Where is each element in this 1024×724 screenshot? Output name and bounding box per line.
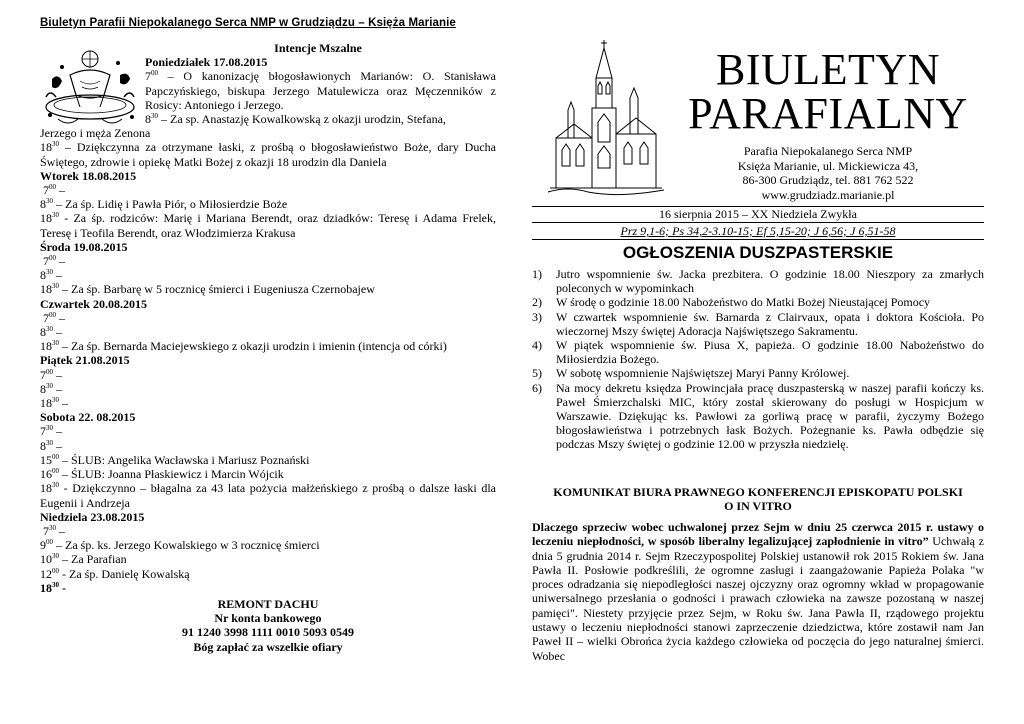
intention-entry: [40, 538, 496, 552]
intention-text: –: [53, 367, 62, 382]
intention-text: – ŚLUB: Angelika Wacławska i Mariusz Poznański: [59, 452, 310, 467]
intention-time-minutes: 30: [46, 381, 53, 390]
intention-text-continued: Jerzego i męża Zenona: [40, 126, 151, 141]
intention-entry: [40, 481, 496, 509]
intention-time-minutes: 30: [52, 211, 59, 220]
intention-time-minutes: 30: [49, 523, 56, 532]
intention-entry: [40, 282, 496, 296]
intention-text: –: [56, 523, 65, 538]
intention-time-minutes: 00: [52, 467, 59, 476]
intention-text: - Za śp. Danielę Kowalską: [59, 566, 190, 581]
intention-time-minutes: 00: [52, 452, 59, 461]
intention-time-minutes: 30: [52, 396, 59, 405]
communique-article: [532, 520, 984, 663]
saturday-section: [40, 410, 496, 509]
intention-text: – Za Parafian: [59, 552, 127, 567]
intention-time-minutes: 30: [46, 268, 53, 277]
intention-text: – O kanonizację błogosławionych Marianów: O. Stanisława Papczyńskiego, biskupa Jerzego Matulewicza oraz Męczenników z Rosicy: Antoniego i Jerzego.: [145, 69, 496, 112]
communion-clipart-image: [40, 45, 140, 131]
roof-repair-notice: [40, 597, 496, 654]
intention-entry: [40, 382, 496, 396]
intention-entry: [40, 439, 496, 453]
intention-time: 8: [40, 325, 46, 340]
announcement-number: 3): [532, 309, 542, 324]
intention-text: –: [56, 310, 65, 325]
intention-entry: [40, 183, 496, 197]
intention-text: –: [59, 396, 68, 411]
announcement-item: [532, 267, 984, 295]
intention-entry: [40, 140, 496, 168]
day-heading: Piątek 21.08.2015: [40, 353, 130, 368]
article-body: Uchwałą z dnia 5 grudnia 2014 r. Sejm Rzeczypospolitej Polskiej ustanowił rok 2015 Rokiem św. Jana Pawła II. Posłowie podkreślili, że ogromne zasługi i zaangażowanie Papieża Polaka "w proces odradzania się niepodległości naszej ojczyzny oraz ogromny wkład w propagowanie uniwersalnego przesłania o godności i prawach człowieka na zawsze pozostaną w naszej pamięci". Niestety przyjęcie przez Sejm, w Roku św. Jana Pawła II, rządowego projektu ustawy o leczeniu niepłodności stanowi zaprzeczenie dziedzictwa, które zostawił nam Jan Paweł II – wielki Obrońca życia każdego człowieka od poczęcia do jego naturalnej śmierci. Wobec: [532, 534, 984, 663]
bulletin-title-line2: PARAFIALNY: [688, 89, 968, 138]
intention-time-minutes: 30: [46, 424, 53, 433]
sunday-date: 16 sierpnia 2015 – XX Niedziela Zwykła: [532, 206, 984, 223]
intention-time: 18: [40, 396, 52, 411]
intention-time: 7: [40, 367, 46, 382]
intention-time: 18: [40, 282, 52, 297]
intention-text: – Dziękczynna za otrzymane łaski, z prośbą o błogosławieństwo Boże, dary Ducha Świętego, zdrowie i opiekę Matki Bożej z okazji 18 urodzin dla Daniela: [40, 140, 496, 169]
communique-heading: [532, 485, 984, 513]
intention-text: - Za śp. rodziców: Marię i Mariana Berendt, oraz dziadków: Teresę i Adama Frelek, Teresę i Teofila Berendt, oraz Włodzimierza Krakusa: [40, 211, 496, 240]
intention-text: - Dziękczynno – błagalna za 43 lata pożycia małżeńskiego z prośbą o dalsze łaski dla Eugenii i Andrzeja: [40, 481, 496, 510]
announcement-number: 2): [532, 295, 542, 310]
intention-time-minutes: 00: [49, 183, 56, 192]
wednesday-section: [40, 240, 496, 297]
intention-entry: [40, 325, 496, 339]
intention-time-minutes: 30: [52, 552, 59, 561]
intention-time-minutes: 30: [46, 197, 53, 206]
intention-time-minutes: 00: [46, 367, 53, 376]
intention-time: 7: [43, 310, 49, 325]
mass-intentions-column: [40, 41, 496, 654]
bulletin-title-block: [672, 45, 984, 202]
announcement-number: 6): [532, 380, 542, 395]
intention-time-minutes: 30: [52, 282, 59, 291]
intention-entry: [145, 69, 496, 112]
intention-time-minutes: 00: [49, 310, 56, 319]
announcement-text: W sobotę wspomnienie Najświętszej Maryi Panny Królowej.: [556, 366, 850, 381]
intention-time: 7: [145, 69, 151, 84]
announcement-item: [532, 381, 984, 452]
thanks-text: Bóg zapłać za wszelkie ofiary: [193, 639, 343, 654]
intention-text: –: [56, 254, 65, 269]
intention-time-minutes: 30: [151, 112, 158, 121]
parish-website: www.grudziadz.marianie.pl: [761, 187, 895, 202]
intention-time-minutes: 30: [52, 339, 59, 348]
intention-entry: [40, 311, 496, 325]
sunday-section: [40, 510, 496, 595]
intention-time: 8: [40, 268, 46, 283]
communique-subtitle: O IN VITRO: [724, 499, 792, 513]
intention-time-minutes: 00: [46, 538, 53, 547]
day-heading: Niedziela 23.08.2015: [40, 509, 145, 524]
intention-time: 10: [40, 552, 52, 567]
intention-text: –: [53, 268, 62, 283]
tuesday-section: [40, 169, 496, 240]
intention-text: – ŚLUB: Joanna Płaskiewicz i Marcin Wójcik: [59, 467, 284, 482]
parish-city-phone: 86-300 Grudziądz, tel. 881 762 522: [742, 173, 914, 187]
announcement-item: [532, 366, 984, 380]
liturgical-readings: Prz 9,1-6; Ps 34,2-3.10-15; Ef 5,15-20; J 6,56; J 6,51-58: [532, 224, 984, 240]
intention-time: 18: [40, 211, 52, 226]
intention-time-minutes: 30: [52, 580, 59, 589]
day-heading: Wtorek 18.08.2015: [40, 168, 137, 183]
day-heading: Sobota 22. 08.2015: [40, 410, 136, 425]
intention-text: –: [53, 424, 62, 439]
announcement-number: 4): [532, 338, 542, 353]
intention-time: 8: [40, 381, 46, 396]
intention-time: 7: [43, 183, 49, 198]
parish-name: Parafia Niepokalanego Serca NMP: [743, 144, 913, 158]
church-illustration-image: [546, 38, 666, 198]
intention-text: – Za śp. Bernarda Maciejewskiego z okazji urodzin i imienin (intencja od córki): [59, 339, 447, 354]
thursday-section: [40, 297, 496, 354]
intention-entry: [40, 396, 496, 410]
bulletin-title-line1: BIULETYN: [716, 45, 940, 94]
communique-title: KOMUNIKAT BIURA PRAWNEGO KONFERENCJI EPISKOPATU POLSKI: [553, 485, 963, 499]
announcements-title: OGŁOSZENIA DUSZPASTERSKIE: [622, 243, 894, 262]
announcement-text: W piątek wspomnienie św. Piusa X, papieża. O godzinie 18.00 Nabożeństwo do Miłosierdzia Bożego.: [556, 338, 984, 367]
intention-time-minutes: 00: [49, 254, 56, 263]
day-heading: Czwartek 20.08.2015: [40, 296, 147, 311]
announcement-text: W środę o godzinie 18.00 Nabożeństwo do Matki Bożej Nieustającej Pomocy: [556, 295, 931, 310]
intention-time-minutes: 00: [52, 566, 59, 575]
intention-text: –: [53, 325, 62, 340]
intention-text: –: [53, 381, 62, 396]
intention-text: – Za śp. ks. Jerzego Kowalskiego w 3 rocznicę śmierci: [53, 538, 320, 553]
intention-entry: [145, 112, 496, 126]
intention-time: 8: [40, 197, 46, 212]
intention-time: 15: [40, 452, 52, 467]
intention-time: 18: [40, 481, 52, 496]
intention-text: –: [53, 438, 62, 453]
announcement-item: [532, 310, 984, 338]
intention-time-minutes: 30: [46, 325, 53, 334]
parish-address: [672, 144, 984, 202]
announcement-number: 1): [532, 267, 542, 281]
intention-text: -: [59, 580, 66, 595]
bulletin-header: Biuletyn Parafii Niepokalanego Serca NMP w Grudziądzu – Księża Marianie: [40, 17, 456, 29]
friday-section: [40, 353, 496, 410]
intention-entry: [40, 268, 496, 282]
bank-account-number: 91 1240 3998 1111 0010 5093 0549: [181, 625, 354, 640]
intention-time: 7: [43, 254, 49, 269]
intention-time: 9: [40, 538, 46, 553]
intention-text: –: [56, 183, 65, 198]
intention-text: – Za śp. Barbarę w 5 rocznicę śmierci i Eugeniusza Czernobajew: [59, 282, 375, 297]
intention-time-minutes: 30: [52, 140, 59, 149]
intention-entry: [40, 197, 496, 211]
intention-time-minutes: 30: [52, 481, 59, 490]
article-lead: Dlaczego sprzeciw wobec uchwalonej przez Sejm w dniu 25 czerwca 2015 r. ustawy o leczeniu niepłodności, w sposób liberalny legalizującej zapłodnienie in vitro”: [532, 520, 984, 549]
announcement-item: [532, 338, 984, 366]
intention-entry: [40, 524, 496, 538]
intention-text: – Za sp. Anastazję Kowalkowską z okazji urodzin, Stefana,: [158, 112, 446, 127]
intention-time: 7: [40, 424, 46, 439]
intention-entry: [40, 552, 496, 566]
intention-time: 8: [145, 112, 151, 127]
intention-time: 16: [40, 467, 52, 482]
announcement-text: Jutro wspomnienie św. Jacka prezbitera. O godzinie 18.00 Nieszpory za zmarłych poleconych w wypominkach: [556, 267, 984, 296]
day-heading: Poniedziałek 17.08.2015: [145, 55, 268, 70]
intention-entry: [40, 368, 496, 382]
intention-entry: [40, 581, 496, 595]
bank-account-label: Nr konta bankowego: [214, 611, 322, 626]
intention-time: 18: [40, 140, 52, 155]
intention-time: 12: [40, 566, 52, 581]
intentions-title: Intencje Mszalne: [274, 41, 362, 55]
intention-entry: [40, 567, 496, 581]
announcement-text: W czwartek wspomnienie św. Barnarda z Clairvaux, opata i doktora Kościoła. Po wieczornej Mszy świętej Adoracja Najświętszego Sakramentu.: [556, 309, 984, 338]
intention-time: 7: [43, 523, 49, 538]
intention-entry: [40, 467, 496, 481]
intention-entry: [40, 254, 496, 268]
intention-entry: [40, 211, 496, 239]
announcement-number: 5): [532, 366, 542, 381]
intention-time: 18: [40, 580, 52, 595]
intention-entry: [40, 424, 496, 438]
intention-time: 8: [40, 438, 46, 453]
intention-entry: [40, 339, 496, 353]
day-heading: Środa 19.08.2015: [40, 239, 128, 254]
roof-repair-title: REMONT DACHU: [217, 596, 319, 611]
parish-street: Księża Marianie, ul. Mickiewicza 43,: [737, 158, 919, 173]
intention-text: – Za śp. Lidię i Pawła Piór, o Miłosierdzie Boże: [53, 197, 288, 212]
announcement-text: Na mocy dekretu księdza Prowincjała pracę duszpasterską w naszej parafii kończy ks. Paweł Śmierzchalski MIC, który został skierowany do posługi w Hospicjum w Warszawie. Dziękując ks. Pawłowi za gorliwą pracę w parafii, życzymy Bożego błogosławieństwa i potrzebnych łask Bożych. Pożegnanie ks. Pawła odbędzie się podczas Mszy świętej o godzinie 12.00 w przyszła niedzielę.: [556, 380, 984, 452]
intention-time-minutes: 30: [46, 438, 53, 447]
announcements-list: [532, 267, 984, 452]
intention-entry: [40, 453, 496, 467]
intention-time: 18: [40, 339, 52, 354]
announcement-item: [532, 295, 984, 309]
intention-time-minutes: 00: [151, 69, 158, 78]
